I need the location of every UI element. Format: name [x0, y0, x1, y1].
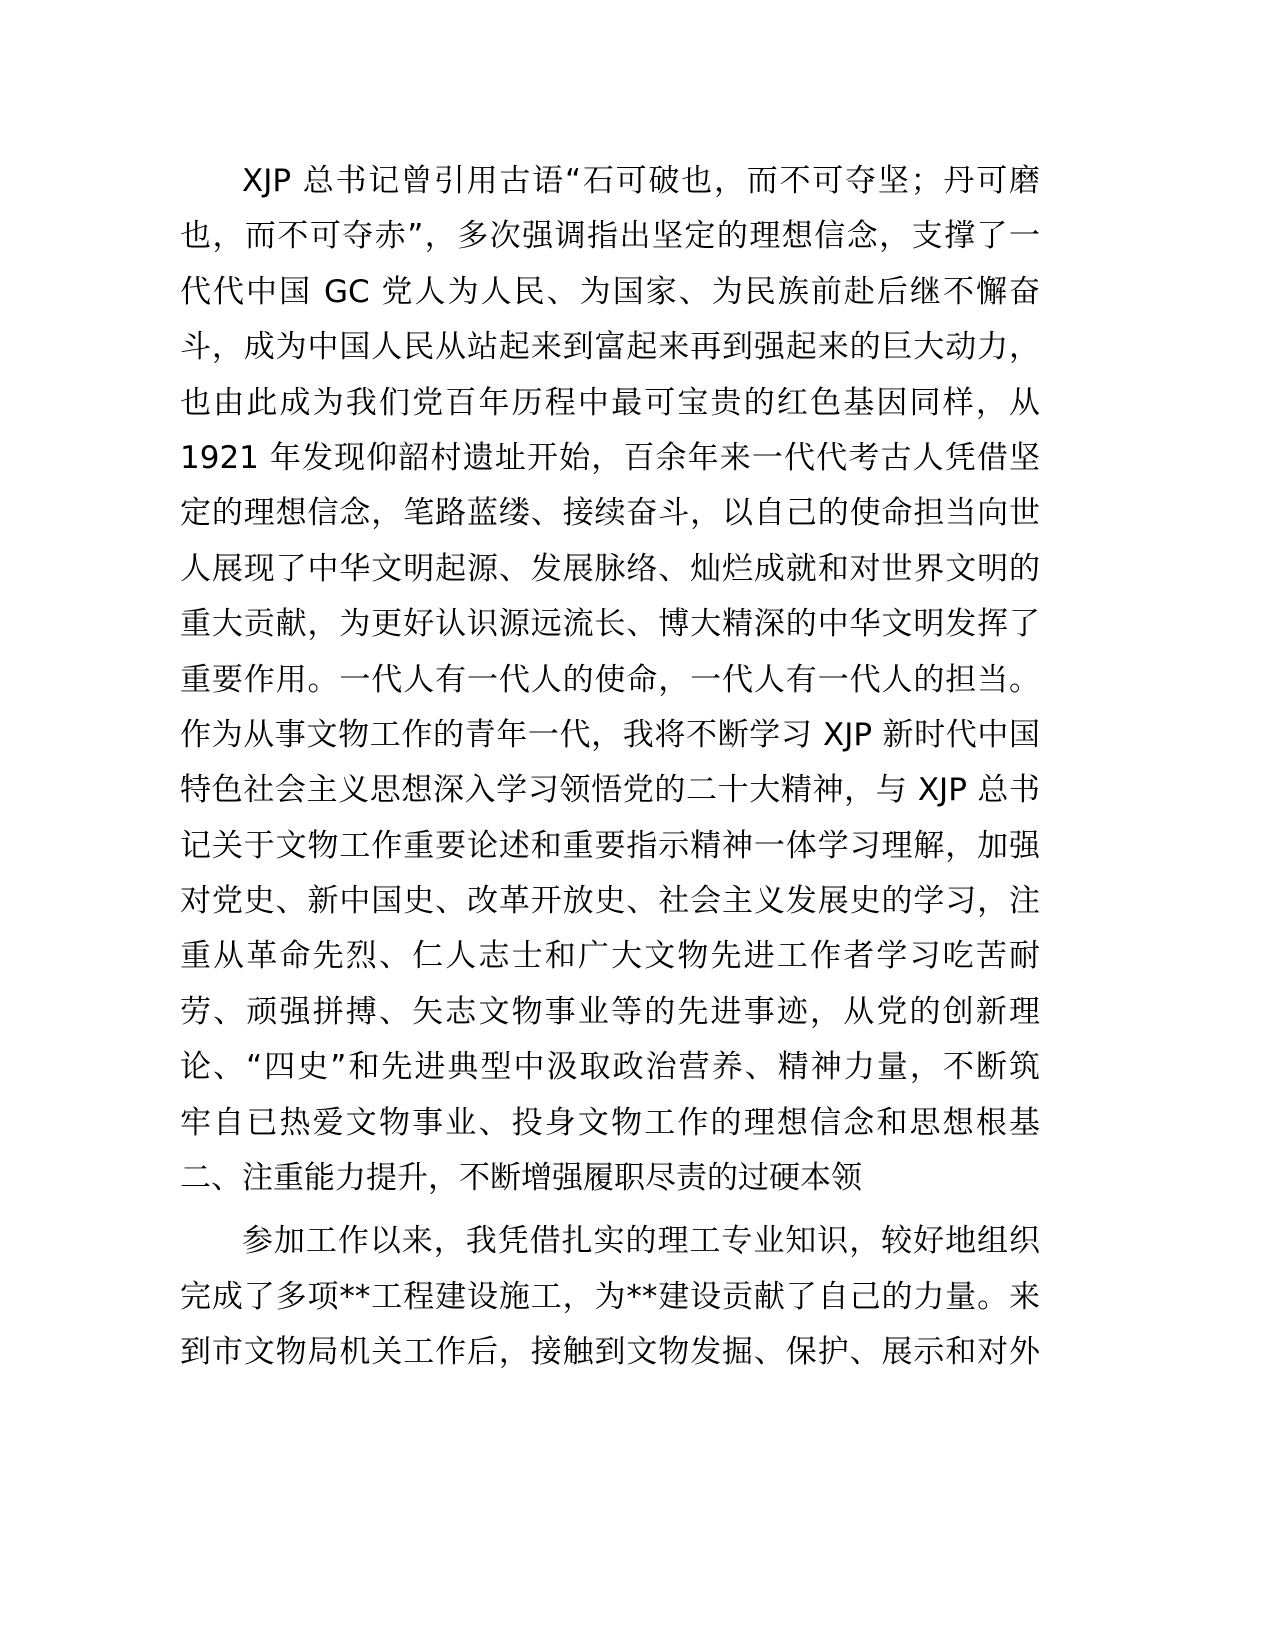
text-line: 重从革命先烈、仁人志士和广大文物先进工作者学习吃苦耐 — [180, 938, 1040, 975]
text-line: 作为从事文物工作的青年一代，我将不断学习 XJP 新时代中国 — [180, 716, 1040, 753]
paragraph-2 — [180, 1214, 1040, 1380]
text-line: 也，而不可夺赤”，多次强调指出坚定的理想信念，支撑了一 — [180, 218, 1040, 255]
text-line: 牢自已热爱文物事业、投身文物工作的理想信念和思想根基 — [180, 1104, 1040, 1141]
text-line: 代代中国 GC 党人为人民、为国家、为民族前赴后继不懈奋 — [180, 273, 1040, 310]
text-line: 参加工作以来，我凭借扎实的理工专业知识，较好地组织 — [242, 1223, 1040, 1260]
paragraph-1 — [180, 154, 1040, 1206]
text-line: 记关于文物工作重要论述和重要指示精神一体学习理解，加强 — [180, 827, 1040, 864]
text-line: 劳、顽强拼搏、矢志文物事业等的先进事迹，从党的创新理 — [180, 993, 1040, 1030]
text-line: 1921 年发现仰韶村遗址开始，百余年来一代代考古人凭借坚 — [180, 439, 1040, 476]
text-line: XJP 总书记曾引用古语“石可破也，而不可夺坚；丹可磨 — [242, 163, 1040, 199]
text-line: 定的理想信念，笔路蓝缕、接续奋斗，以自己的使命担当向世 — [180, 495, 1040, 532]
text-line: 特色社会主义思想深入学习领悟党的二十大精神，与 XJP 总书 — [180, 772, 1040, 809]
text-line: 斗，成为中国人民从站起来到富起来再到强起来的巨大动力， — [180, 329, 1040, 366]
text-line: 人展现了中华文明起源、发展脉络、灿烂成就和对世界文明的 — [180, 550, 1040, 587]
text-line: 论、“四史”和先进典型中汲取政治营养、精神力量，不断筑 — [180, 1049, 1040, 1086]
document-body — [180, 154, 1040, 1381]
text-line: 重大贡献，为更好认识源远流长、博大精深的中华文明发挥了 — [180, 606, 1040, 643]
text-line: 也由此成为我们党百年历程中最可宝贵的红色基因同样，从 — [180, 384, 1040, 421]
text-line: 到市文物局机关工作后，接触到文物发掘、保护、展示和对外 — [180, 1334, 1040, 1371]
text-line: 完成了多项**工程建设施工，为**建设贡献了自己的力量。来 — [180, 1278, 1040, 1315]
paragraph-spacer — [180, 1206, 1040, 1214]
text-line: 重要作用。一代人有一代人的使命，一代人有一代人的担当。 — [180, 661, 1040, 698]
text-line: 对党史、新中国史、改革开放史、社会主义发展史的学习，注 — [180, 883, 1040, 920]
section-heading: 二、注重能力提升，不断增强履职尽责的过硬本领 — [180, 1160, 862, 1197]
